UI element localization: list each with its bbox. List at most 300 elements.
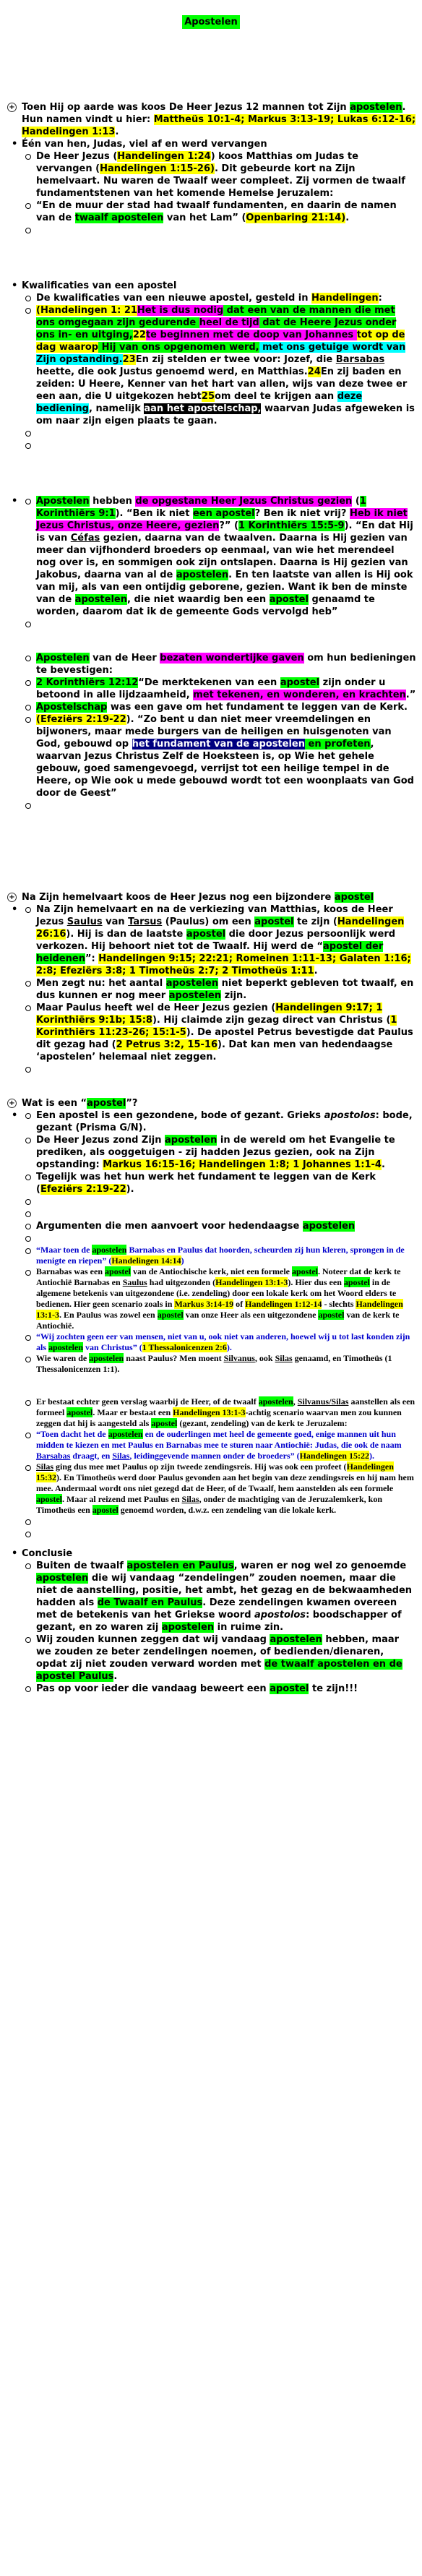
list-item (22, 677, 416, 701)
highlighted-text: met ons getuige wordt van Zijn opstanding. (36, 342, 406, 365)
highlighted-text: apostelen (92, 1245, 127, 1255)
highlighted-text: twaalf apostelen (74, 212, 164, 223)
highlighted-text: Apostelschap (36, 702, 108, 713)
text-run: Er bestaat echter geen verslag waarbij de Heer, of de twaalf (36, 1396, 259, 1407)
text-run: ). Hij claimde zijn gezag direct van Christus ( (152, 1015, 391, 1026)
highlighted-text: deze bediening (36, 391, 363, 414)
list-item (22, 150, 416, 199)
highlighted-text: Markus 16:15-16; Handelingen 1:8; 1 Johannes 1:1-4 (103, 1159, 382, 1170)
text-run: ). (126, 1184, 134, 1195)
highlighted-text: apostel (87, 1098, 126, 1109)
list-item (7, 138, 416, 236)
text-run: Wie waren de (36, 1353, 90, 1363)
text-run: Tegelijk was het hun werk het fundament te leggen van de Kerk ( (36, 1172, 376, 1195)
text-run: . (345, 212, 350, 223)
highlighted-text: apostel (36, 1494, 62, 1504)
text-run: . En ten laatste van allen is Hij ook van mij, als van een ontijdig geborene, gezien. Want ik ben de minste van de (36, 570, 413, 605)
text-run: ). En Timotheüs werd door Paulus gevonden aan het begin van deze zendingsreis en hij nam hem mee. Andermaal wordt ons niet gezegd dat de Heer, of de Twaalf, hem aanstelden als een formele (36, 1472, 414, 1493)
collapse-plus-icon[interactable]: + (7, 103, 17, 112)
highlighted-text: dat de Heere Jezus onder ons in- en uitging, (36, 317, 397, 340)
highlighted-text: apostel (269, 594, 309, 605)
text-run: Wat is een “ (22, 1098, 87, 1109)
highlighted-text: apostelen (108, 1429, 143, 1439)
list-item-text (36, 1245, 405, 1266)
highlighted-text: apostelen (165, 978, 219, 989)
highlighted-text: Handelingen 13:1-3 (215, 1277, 288, 1287)
text-run: ?” ( (219, 520, 238, 531)
highlighted-text: apostolos (324, 1110, 376, 1121)
list-item-text (36, 702, 408, 713)
qualifications-heading: Kwalificaties van een apostel (22, 280, 177, 291)
text-run: genaamd, en Timotheüs (1 Thessalonicenzen 1:1). (36, 1353, 392, 1374)
text-run: “Wij zochten geen eer van mensen, niet van u, ook niet van anderen, hoewel wij u tot last konden zijn als (36, 1331, 410, 1352)
list-item-text (36, 1396, 415, 1428)
highlighted-text: en Paulus (178, 1560, 234, 1571)
highlighted-text: 22 (132, 330, 146, 340)
highlighted-text: Handelingen 14:14 (111, 1255, 181, 1266)
highlighted-text: apostelen (168, 990, 222, 1001)
highlighted-text: een apostel (192, 508, 255, 519)
list-item (22, 199, 416, 224)
text-run: , waarvan Jezus Christus Zelf de Hoeksteen is, op Wie het gehele gebouw, goed samengevoegd, verrijst tot een heilige tempel in de Heere, op Wie ook u mede gebouwd wordt tot een woonplaats van God door de Geest” (36, 739, 414, 799)
highlighted-text: 1 Korinthiërs 9:1 (36, 496, 366, 519)
empty-list-item (22, 1516, 416, 1528)
highlighted-text: Handelingen (311, 293, 379, 304)
highlighted-text: Silvanus/Silas (297, 1396, 349, 1407)
text-run: om hun bedieningen te bevestigen: (36, 653, 416, 676)
section-what-is-apostle (7, 1097, 416, 1540)
section-paul (7, 891, 416, 1076)
highlighted-text: apostel (92, 1505, 119, 1515)
text-run: . Hun namen vindt u hier: (22, 102, 406, 125)
highlighted-text: Barsabas (335, 354, 385, 365)
highlighted-text: Silas (112, 1451, 130, 1461)
text-run: te zijn!!! (309, 1683, 358, 1694)
text-run: niet beperkt gebleven tot twaalf, en dus kunnen er nog meer (36, 978, 414, 1001)
text-run: ). Dat kan men van hedendaagse ‘apostelen’ helemaal niet zeggen. (36, 1039, 393, 1062)
highlighted-text: apostel (318, 1310, 345, 1320)
highlighted-text: Saulus (66, 916, 103, 927)
text-run: . Maar al reizend met Paulus en (62, 1494, 182, 1504)
text-run: “De merktekenen van een (138, 677, 280, 688)
text-run: ? Ben ik niet vrij? (254, 508, 350, 519)
highlighted-text: te beginnen met de doop van Johannes (145, 330, 357, 340)
text-run: gezien, daarna van de twaalven. Daarna is Hij gezien van meer dan vijfhonderd broeders op eenmaal, van wie het merendeel nog over is, en sommigen ook zijn ontslapen. Daarna is Hij gezien van Jakobus, daarna van al de (36, 533, 408, 580)
text-run: “En de muur der stad had twaalf fundamenten, en daarin de namen van de (36, 200, 397, 223)
text-run: ) koos Matthias om Judas te vervangen ( (36, 151, 358, 174)
highlighted-text: dat een van de mannen die met ons omgegaan zijn gedurende (36, 305, 395, 328)
text-run: naast Paulus? Men moent (124, 1353, 224, 1363)
collapse-plus-icon[interactable]: + (7, 893, 17, 902)
highlighted-text: Céfas (70, 533, 100, 544)
highlighted-text: Apostelen (36, 653, 90, 664)
text-run: (Paulus) om een (162, 916, 255, 927)
highlighted-text: Tarsus (128, 916, 163, 927)
highlighted-text: apostel (270, 1683, 309, 1694)
highlighted-text: tot op de dag waarop (36, 330, 405, 353)
list-item (22, 1220, 416, 1232)
list-item (22, 1245, 416, 1266)
list-item (22, 1429, 416, 1461)
text-run: ging dus mee met Paulus op zijn tweede zendingsreis. Hij was ook een profeet ( (53, 1461, 347, 1472)
highlighted-text: Handelingen 1:12-14 (245, 1299, 322, 1309)
text-run: (gezant, zendeling) van de kerk te Jeruzalem: (177, 1418, 348, 1428)
text-run: ”? (126, 1098, 138, 1109)
highlighted-text: apostelen (258, 1396, 293, 1407)
highlighted-text: apostelen (48, 1342, 84, 1352)
section-heading (7, 891, 416, 903)
list-item (7, 495, 416, 812)
text-run: : boodschapper of gezant, en zo waren zij (36, 1610, 402, 1633)
text-run: , leidinggevende mannen onder de broeders” ( (129, 1451, 300, 1461)
highlighted-text: apostelen (270, 1634, 322, 1645)
list-item-text (36, 1135, 395, 1170)
highlighted-text: 1 Korinthiërs 11:23-26; 15:1-5 (36, 1015, 397, 1038)
list-item (22, 1331, 416, 1353)
empty-list-item (22, 1063, 416, 1076)
list-item-text (36, 677, 415, 700)
highlighted-text: apostel (151, 1418, 178, 1428)
list-item-text (36, 305, 415, 426)
highlighted-text: ( (36, 714, 40, 725)
list-item-text (36, 1266, 403, 1331)
text-run: Na Zijn hemelvaart en na de verkiezing van Matthias, koos de Heer Jezus (36, 904, 393, 927)
list-item (22, 652, 416, 677)
text-run: ). “Ben ik niet (115, 508, 193, 519)
text-run: Wij zouden kunnen zeggen dat wij vandaag (36, 1634, 270, 1645)
list-item (22, 1109, 416, 1134)
highlighted-text: apostel (186, 929, 226, 940)
highlighted-text: de opgestane Heer Jezus Christus gezien (135, 496, 353, 507)
highlighted-text: Het is dus nodig (137, 305, 224, 316)
text-run: Barnabas was een (36, 1266, 106, 1276)
collapse-plus-icon[interactable]: + (7, 1099, 17, 1108)
highlighted-text: apostelen (74, 594, 127, 605)
text-run: .” (405, 690, 416, 700)
highlighted-text: Mattheüs 10:1-4; Markus 3:13-19; Lukas 6:12-16; Handelingen 1:13 (22, 114, 416, 137)
text-run: hebben (89, 496, 136, 507)
text-run: was een gave om het fundament te leggen van de Kerk. (107, 702, 408, 713)
empty-list-item (22, 1208, 416, 1220)
list-item-text (36, 1634, 402, 1682)
empty-list-item (22, 1232, 416, 1245)
highlighted-text: apostelen (161, 1622, 215, 1633)
list-item-text (36, 293, 382, 304)
highlighted-text: Handelingen 1:24 (117, 151, 211, 162)
section-qualifications (7, 280, 416, 452)
highlighted-text: Handelingen 15:32 (36, 1461, 394, 1482)
highlighted-text: Handelingen 9:17; 1 Korinthiërs 9:1b; 15:8 (36, 1003, 383, 1026)
text-run: . (314, 966, 318, 976)
highlighted-text: 23 (122, 354, 136, 365)
empty-list-item (22, 224, 416, 236)
list-item-text (22, 139, 267, 150)
highlighted-text: 1 Korinthiërs 15:5-9 (238, 520, 345, 531)
text-run: van de kerk te Antiochië. (36, 1310, 400, 1331)
text-run: die door Jezus persoonlijk werd verkozen. Hij behoort niet tot de Twaalf. Hij werd de “ (36, 929, 396, 952)
highlighted-text: de twaalf apostelen en de apostel Paulus (36, 1659, 402, 1682)
list-item-text (36, 978, 413, 1001)
list-item-text (36, 714, 414, 799)
list-item (7, 1547, 416, 1695)
highlighted-text: Apostelen (36, 496, 90, 507)
highlighted-text: Heb ik niet Jezus Christus, onze Heere, gezien (36, 508, 408, 531)
highlighted-text: apostelen (165, 1135, 218, 1146)
highlighted-text: apostel (280, 677, 320, 688)
text-run: . Deze zendelingen kwamen overeen met de betekenis van het Griekse woord (36, 1597, 397, 1620)
text-run: , (293, 1396, 298, 1407)
highlighted-text: Handelingen 9:15; 22:21; Romeinen 1:11-13; Galaten 1:16; 2:8; Efeziërs 3:8; 1 Timotheüs 2:7; 2 Timotheüs 1:11 (36, 953, 411, 976)
text-run: te zijn ( (293, 916, 337, 927)
text-run: ). Hier dus een (288, 1277, 344, 1287)
list-item (22, 1396, 416, 1429)
list-item-text (36, 200, 397, 223)
section-heading (7, 101, 416, 138)
highlighted-text: Silvanus (223, 1353, 255, 1363)
text-run: van de Antiochische kerk, niet een formele (131, 1266, 292, 1276)
text-run: ( (352, 496, 360, 507)
text-run: om deel te krijgen aan (215, 391, 337, 402)
text-run: Maar Paulus heeft wel de Heer Jezus gezien ( (36, 1003, 276, 1013)
empty-list-item (22, 799, 416, 812)
highlighted-text: apostel (334, 892, 374, 903)
text-run: . (381, 1159, 385, 1170)
text-run: Pas op voor ieder die vandaag beweert een (36, 1683, 270, 1694)
list-item-text (36, 1429, 402, 1461)
text-run: De Heer Jezus zond Zijn (36, 1135, 165, 1146)
highlighted-text: apostelen (302, 1221, 356, 1232)
text-run: , die niet waardig ben een (127, 594, 270, 605)
highlighted-text: Handelingen 13:1-3 (36, 1299, 403, 1320)
text-run: . (113, 1671, 118, 1682)
highlighted-text: apostel der heidenen (36, 941, 384, 964)
list-item (22, 1171, 416, 1195)
text-run: draagt, en (70, 1451, 113, 1461)
list-item (22, 292, 416, 304)
empty-list-item (22, 618, 416, 630)
text-run: van Christus” ( (83, 1342, 142, 1352)
highlighted-text: bezaten wondertijke gaven (160, 653, 304, 664)
list-item-text (36, 1560, 412, 1633)
list-item (22, 701, 416, 713)
list-item-text (36, 1172, 376, 1195)
document-body (7, 101, 416, 1695)
highlighted-text: apostel (66, 1407, 93, 1417)
text-run: in ruime zin. (214, 1622, 284, 1633)
text-run: ). (369, 1451, 374, 1461)
highlighted-text: het fundament van de apostelen (132, 739, 305, 750)
highlighted-text: de Twaalf en Paulus (97, 1597, 203, 1608)
highlighted-text: heel de tijd (199, 317, 259, 328)
text-run: -achtig scenario waarvan men zou kunnen zeggen dat hij is aangesteld als (36, 1407, 402, 1428)
text-run: De Heer Jezus ( (36, 151, 118, 162)
list-item (22, 1266, 416, 1331)
highlighted-text: apostelen (89, 1353, 124, 1363)
text-run: van (102, 916, 129, 927)
list-item (22, 304, 416, 427)
list-item-text (36, 151, 405, 199)
highlighted-text: Efeziërs 2:19-22 (40, 714, 126, 725)
list-item (22, 1002, 416, 1063)
highlighted-text: 25 (201, 391, 215, 402)
list-item-text (36, 1331, 410, 1352)
highlighted-text: Handelingen 1:15-26) (100, 163, 215, 174)
highlighted-text: Silas (181, 1494, 199, 1504)
text-run: Toen Hij op aarde was koos De Heer Jezus 12 mannen tot Zijn (22, 102, 350, 113)
highlighted-text: Silas (275, 1353, 293, 1363)
text-run: hebben, maar we zouden ze beter zendelingen noemen, of bedienden/dienaren, opdat zij niet zouden verward worden met (36, 1634, 400, 1670)
text-run: “Maar toen de (36, 1245, 92, 1255)
list-item-text (36, 1683, 358, 1694)
highlighted-text: Hij van ons opgenomen werd, (98, 342, 259, 353)
list-item-text (36, 1221, 355, 1232)
highlighted-text: apostolos (254, 1610, 306, 1620)
highlighted-text: Handelingen 15:22 (299, 1451, 369, 1461)
highlighted-text: apostel (254, 916, 294, 927)
highlighted-text: apostelen (126, 1560, 179, 1571)
text-run: Men zegt nu: het aantal (36, 978, 166, 989)
text-run: in de wereld om het Evangelie te prediken, als ooggetuigen - zij hadden Jezus gezien, ook na Zijn opstanding: (36, 1135, 395, 1170)
section-heading-text (22, 1098, 137, 1109)
text-run: Een apostel is een gezondene, bode of gezant. Grieks (36, 1110, 324, 1121)
highlighted-text: Barsabas (36, 1451, 71, 1461)
highlighted-text: 2 Korinthiërs 12:12 (36, 677, 139, 688)
text-run: ). “Zo bent u dan niet meer vreemdelingen en bijwoners, maar mede burgers van de heiligen en huisgenoten van God, gebouwd op (36, 714, 392, 750)
section-conclusion (7, 1547, 416, 1695)
list-item-text (36, 1110, 413, 1133)
highlighted-text: Silas (36, 1461, 54, 1472)
text-run: in de algemene betekenis van uitgezondene (i.e. zendeling) door een lokale kerk om het Woord elders te bedienen. Hier geen scenario zoals in (36, 1277, 397, 1309)
list-item (22, 1683, 416, 1695)
list-item-text (36, 653, 416, 676)
highlighted-text: apostelen (176, 570, 229, 580)
text-run: , namelijk (88, 403, 145, 414)
highlighted-text: ( (36, 305, 40, 316)
list-item-text (36, 1003, 413, 1062)
empty-list-item (22, 1528, 416, 1540)
text-run: . Noteer dat de kerk te Antiochië Barnabas en (36, 1266, 401, 1287)
text-run: . Dit gebeurde kort na Zijn hemelvaart. Nu waren de Twaalf weer compleet. Zij vormen de twaalf fundamentstenen van het komende Hemelse Jeruzalem: (36, 163, 405, 199)
highlighted-text: 1 Thessalonicenzen 2:6 (142, 1342, 227, 1352)
list-item (22, 713, 416, 799)
page-title: Apostelen (182, 15, 240, 29)
list-item (22, 1134, 416, 1171)
list-item-text (36, 1353, 392, 1374)
text-run: ). “En dat Hij is van (36, 520, 413, 544)
highlighted-text: apostelen (350, 102, 402, 113)
title-wrap (0, 16, 422, 28)
list-item (22, 1461, 416, 1516)
highlighted-text: apostel (105, 1266, 132, 1276)
highlighted-text: aan het apostelschap, (144, 403, 262, 414)
text-run: van de Heer (89, 653, 160, 664)
empty-list-item (22, 427, 416, 439)
text-run: - slechts (322, 1299, 356, 1309)
text-run: had uitgezonden ( (147, 1277, 216, 1287)
list-item (22, 903, 416, 977)
text-run: Na Zijn hemelvaart koos de Heer Jezus nog een bijzondere (22, 892, 335, 903)
list-item (22, 1560, 416, 1633)
text-run: , onder de machtiging van de Jeruzalemkerk, kon Timotheüs een (36, 1494, 383, 1515)
list-item-text (36, 904, 411, 976)
text-run: : bode, gezant (Prisma G/N). (36, 1110, 413, 1133)
text-run: “Toen dacht het de (36, 1429, 108, 1439)
text-run: Barnabas en Paulus dat hoorden, scheurden zij hun kleren, sprongen in de menigte en riepen” ( (36, 1245, 405, 1266)
text-run: . En Paulus was zowel een (59, 1310, 158, 1320)
text-run: ). (226, 1342, 232, 1352)
text-run: heette, die ook Justus genoemd werd, en Matthias. (36, 366, 308, 377)
text-run: ) (181, 1255, 184, 1266)
highlighted-text: Handelingen 26:16 (36, 916, 405, 940)
text-run: , ook (254, 1353, 275, 1363)
text-run: ). De apostel Petrus bevestigde dat Paulus dit gezag had ( (36, 1027, 413, 1050)
section-witnesses (7, 495, 416, 812)
text-run: Één van hen, Judas, viel af en werd vervangen (22, 139, 267, 150)
text-run: De kwalificaties van een nieuwe apostel, gesteld in (36, 293, 312, 304)
list-item (7, 1109, 416, 1540)
highlighted-text: 24 (307, 366, 321, 377)
text-run: : (378, 293, 382, 304)
highlighted-text: apostel (157, 1310, 184, 1320)
text-run: of (233, 1299, 246, 1309)
highlighted-text: Handelingen 1: 21 (40, 305, 137, 316)
text-run: ). Hij is dan de laatste (66, 929, 186, 940)
highlighted-text: Openbaring 21:14) (246, 212, 346, 223)
highlighted-text: Markus 3:14-19 (174, 1299, 234, 1309)
highlighted-text: apostelen (36, 1573, 89, 1584)
text-run: Argumenten die men aanvoert voor hedendaagse (36, 1221, 303, 1232)
text-run: en de ouderlingen met heel de gemeente goed, enige mannen uit hun midden te kiezen en met Paulus en Barnabas mee te sturen naar Antiochië: Judas, die ook de naam (36, 1429, 402, 1450)
section-heading (7, 1097, 416, 1109)
highlighted-text: apostel (292, 1266, 318, 1276)
text-run: waarvan Judas afgeweken is om naar zijn eigen plaats te gaan. (36, 403, 415, 426)
text-run: van het Lam” ( (163, 212, 246, 223)
highlighted-text: met tekenen, en wonderen, en krachten (193, 690, 406, 700)
list-item (22, 495, 416, 618)
text-run: ”: (85, 953, 99, 964)
text-run: , waren er nog wel zo genoemde (233, 1560, 407, 1571)
empty-list-item (22, 1195, 416, 1208)
highlighted-text: en profeten (305, 739, 371, 750)
highlighted-text: 2 Petrus 3:2, 15-16 (116, 1039, 218, 1050)
text-run: aanstellen als een formeel (36, 1396, 415, 1417)
text-run: die wij vandaag “zendelingen” zouden noemen, maar die niet de aanstelling, positie, het ambt, het gezag en de bekwaamheden hadden als (36, 1573, 413, 1608)
text-run: . Maar er bestaat een (92, 1407, 173, 1417)
text-run: Buiten de twaalf (36, 1560, 127, 1571)
section-twelve-apostles (7, 101, 416, 236)
highlighted-text: Saulus (122, 1277, 147, 1287)
text-run: zijn onder u betoond in alle lijdzaamheid, (36, 677, 386, 700)
text-run: En zij stelden er twee voor: Jozef, die (135, 354, 336, 365)
conclusion-heading: Conclusie (22, 1548, 73, 1559)
empty-list-item (22, 439, 416, 452)
text-run: zijn. (221, 990, 247, 1001)
text-run: . (115, 126, 119, 137)
list-item (22, 1353, 416, 1375)
section-heading-text (22, 102, 415, 137)
section-heading-text (22, 892, 374, 903)
text-run: van onze Heer als een uitgezondene (183, 1310, 319, 1320)
list-item (22, 1633, 416, 1683)
text-run: genaamd te worden, daarom dat ik de gemeente Gods vervolgd heb” (36, 594, 375, 617)
list-item (22, 977, 416, 1002)
list-item (7, 903, 416, 1076)
highlighted-text: Handelingen 13:1-3 (173, 1407, 246, 1417)
highlighted-text: apostel (343, 1277, 370, 1287)
text-run: En zij baden en zeiden: U Heere, Kenner van het hart van allen, wijs van deze twee er een aan, die U uitgekozen hebt (36, 366, 408, 402)
list-item-text (36, 496, 413, 617)
list-item-text (36, 1461, 414, 1515)
